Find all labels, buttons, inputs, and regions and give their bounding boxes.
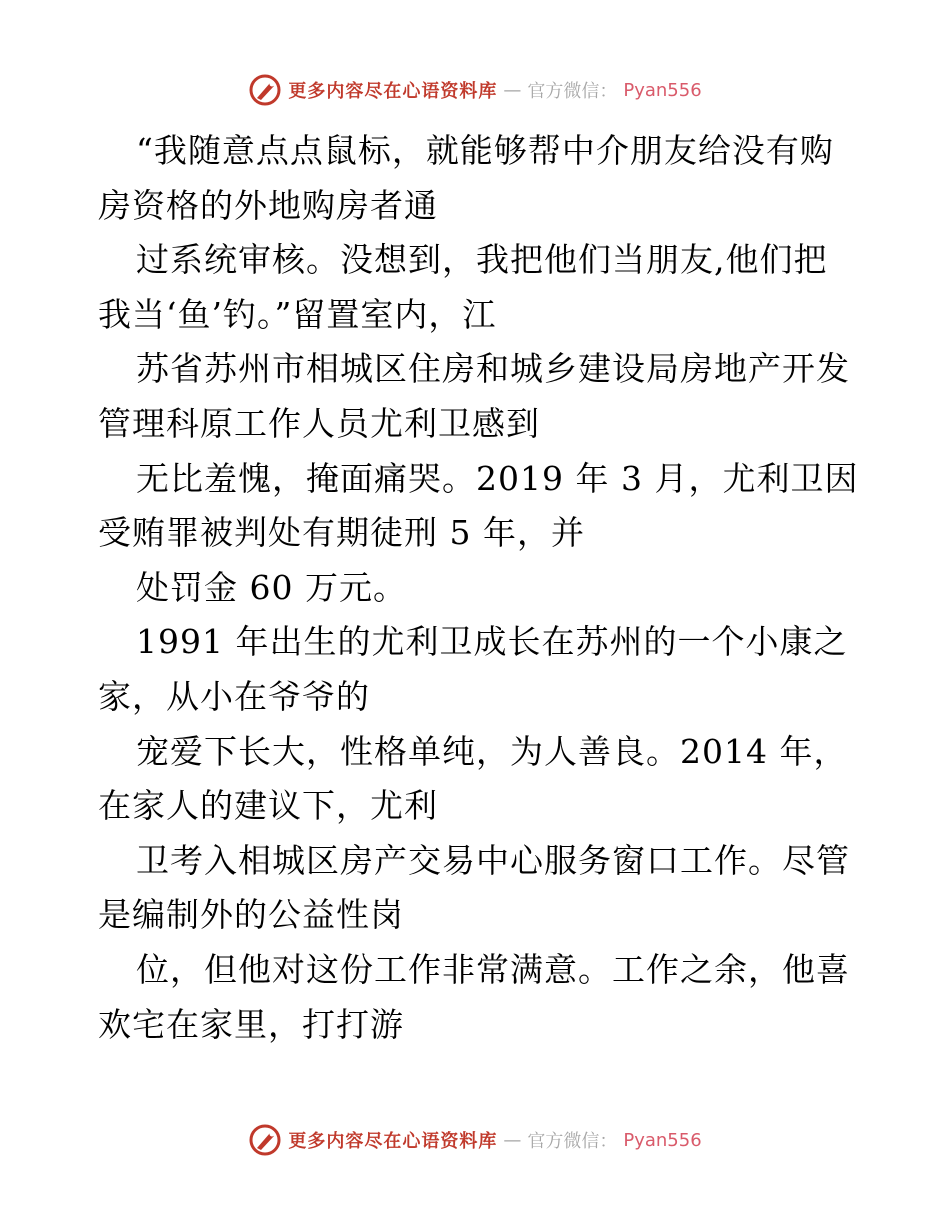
document-body [98, 124, 858, 1052]
watermark-dash: — [503, 79, 522, 101]
text-line: 过系统审核。没想到，我把他们当朋友,他们把 [136, 240, 828, 280]
pen-logo-icon [248, 73, 282, 107]
watermark-dash: — [503, 1129, 522, 1151]
header-watermark [0, 70, 950, 110]
text-line: “我随意点点鼠标，就能够帮中介朋友给没有购 [136, 131, 834, 170]
text-line: 房资格的外地购房者通 [98, 185, 438, 225]
text-line: 苏省苏州市相城区住房和城乡建设局房地产开发 [136, 349, 850, 389]
watermark-official-label: 官方微信： [527, 81, 618, 102]
text-line: 在家人的建议下，尤利 [98, 786, 438, 826]
text-line: 家，从小在爷爷的 [98, 676, 370, 716]
pen-logo-icon [248, 1123, 282, 1157]
text-line: 宠爱下长大，性格单纯，为人善良。2014 年， [136, 731, 848, 771]
watermark-brand-text: 更多内容尽在心语资料库 [288, 81, 498, 102]
text-line: 是编制外的公益性岗 [98, 895, 404, 935]
text-line: 卫考入相城区房产交易中心服务窗口工作。尽管 [136, 840, 850, 880]
watermark-official-label: 官方微信： [527, 1131, 618, 1152]
watermark-wechat-id: Pyan556 [623, 79, 702, 101]
footer-watermark [0, 1120, 950, 1160]
text-line: 位，但他对这份工作非常满意。工作之余，他喜 [136, 949, 850, 989]
text-line: 管理科原工作人员尤利卫感到 [98, 403, 540, 443]
watermark-brand-text: 更多内容尽在心语资料库 [288, 1131, 498, 1152]
watermark-wechat-id: Pyan556 [623, 1129, 702, 1151]
text-line: 处罚金 60 万元。 [136, 567, 407, 607]
text-line: 我当‘鱼’钓。”留置室内，江 [98, 294, 497, 334]
text-line: 欢宅在家里，打打游 [98, 1004, 404, 1044]
text-line: 1991 年出生的尤利卫成长在苏州的一个小康之 [136, 622, 848, 662]
text-line: 受贿罪被判处有期徒刑 5 年，并 [98, 513, 585, 553]
text-line: 无比羞愧，掩面痛哭。2019 年 3 月，尤利卫因 [136, 458, 859, 498]
